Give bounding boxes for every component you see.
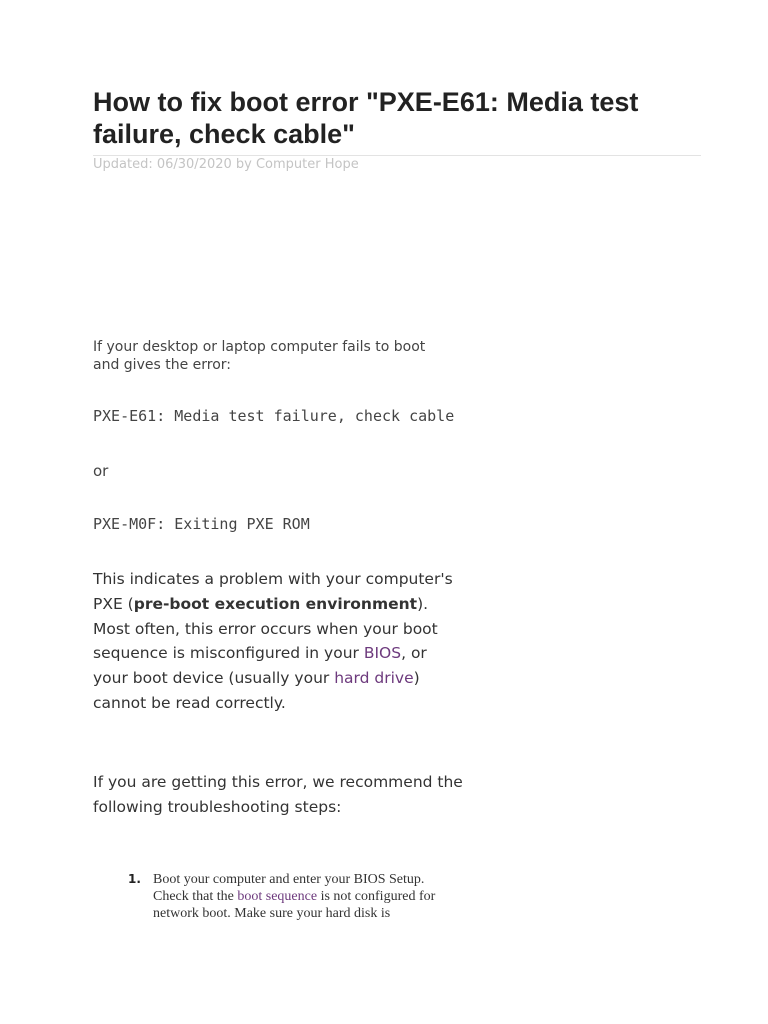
title-divider <box>93 155 701 156</box>
pxe-bold-term: pre-boot execution environment <box>133 594 418 613</box>
error-code-pxe-m0f: PXE-M0F: Exiting PXE ROM <box>93 515 310 533</box>
explanation-text-2: ). Most often, this error occurs when your boot sequence is misconfigured in your <box>93 594 438 663</box>
list-item <box>128 871 448 922</box>
recommendation-paragraph: If you are getting this error, we recommend the following troubleshooting steps: <box>93 773 463 816</box>
boot-sequence-link[interactable]: boot sequence <box>237 889 318 904</box>
step-number: 1. <box>128 872 141 886</box>
explanation-text-1: This indicates a problem with your computer's PXE ( <box>93 570 453 613</box>
intro-paragraph: If your desktop or laptop computer fails to boot and gives the error: <box>93 339 426 373</box>
explanation-text-4: ) cannot be read correctly. <box>93 669 420 712</box>
hard-drive-link[interactable]: hard drive <box>334 669 414 688</box>
article-title: How to fix boot error "PXE-E61: Media test failure, check cable" <box>93 87 639 149</box>
explanation-text-3: , or your boot device (usually your <box>93 644 427 688</box>
error-code-pxe-e61: PXE-E61: Media test failure, check cable <box>93 407 455 425</box>
step-text-2: is not configured for network boot. Make sure your hard disk is <box>153 889 436 921</box>
troubleshooting-steps-list <box>128 871 448 922</box>
or-separator-text: or <box>93 462 109 480</box>
step-text-1: Boot your computer and enter your BIOS Setup. Check that the <box>153 872 425 904</box>
article-byline: Updated: 06/30/2020 by Computer Hope <box>93 157 359 172</box>
explanation-paragraph <box>93 567 463 716</box>
bios-link[interactable]: BIOS <box>363 644 402 663</box>
